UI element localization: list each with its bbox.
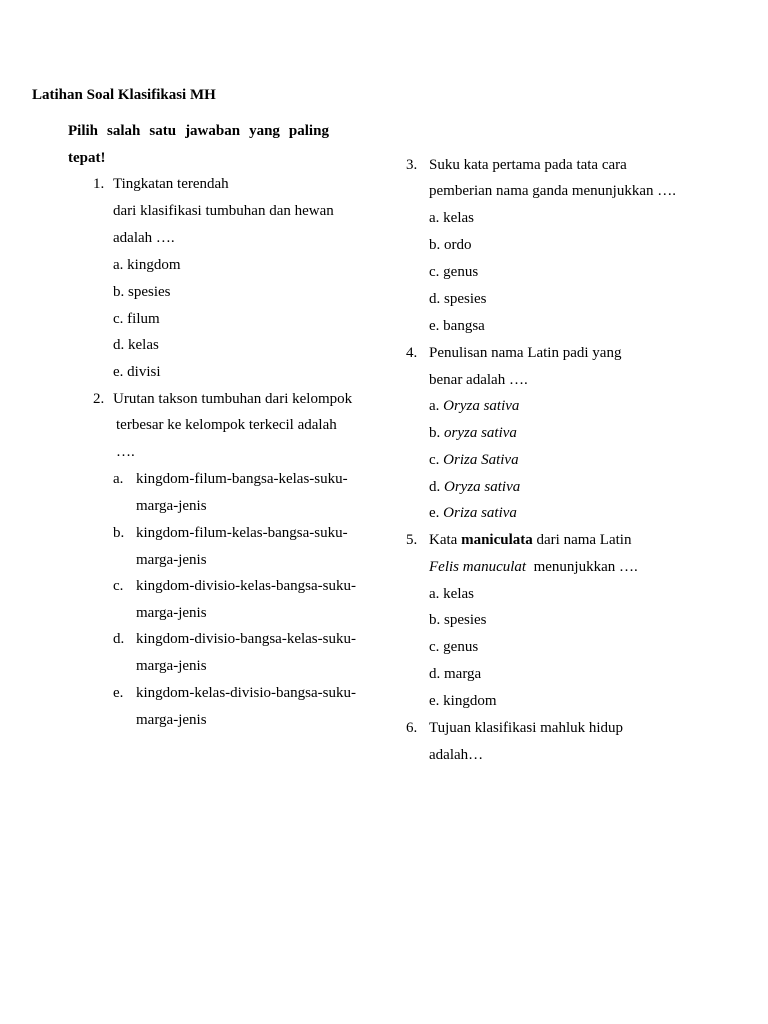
answer-option: d. spesies [429, 291, 487, 307]
instruction-word: salah [107, 123, 141, 139]
instruction-word: yang [249, 123, 280, 139]
answer-option: marga-jenis [136, 498, 207, 514]
option-letter: c. [429, 452, 440, 468]
instruction-word: Pilih [68, 123, 99, 139]
question-number: 6. [406, 720, 418, 736]
question-text: …. [116, 444, 135, 460]
answer-option: e. divisi [113, 364, 161, 380]
question-text: adalah …. [113, 230, 175, 246]
question-text: dari klasifikasi tumbuhan dan hewan [113, 203, 334, 219]
question-text-part: dari nama Latin [536, 532, 632, 548]
answer-option: c. genus [429, 639, 479, 655]
answer-option: marga-jenis [136, 605, 207, 621]
question-keyword: maniculata [461, 532, 533, 548]
answer-option: marga-jenis [136, 712, 207, 728]
answer-option: d. marga [429, 666, 482, 682]
option-letter: e. [113, 685, 124, 701]
answer-option [429, 478, 520, 496]
option-letter: c. [113, 578, 124, 594]
option-letter: a. [429, 398, 440, 414]
question-text: benar adalah …. [429, 372, 528, 388]
question-number: 4. [406, 345, 418, 361]
latin-name: Felis manuculat [429, 559, 527, 575]
option-letter: d. [429, 479, 441, 495]
answer-option: a. kelas [429, 210, 474, 226]
answer-option: e. kingdom [429, 693, 497, 709]
instruction-word: paling [288, 123, 329, 139]
instruction-line-1 [68, 122, 329, 140]
question-text: Penulisan nama Latin padi yang [429, 345, 622, 361]
question-number: 5. [406, 532, 418, 548]
answer-option: a. kingdom [113, 257, 181, 273]
answer-option: marga-jenis [136, 658, 207, 674]
latin-name: Oriza sativa [443, 505, 517, 521]
answer-option: b. ordo [429, 237, 472, 253]
answer-option: d. kelas [113, 337, 159, 353]
question-text: pemberian nama ganda menunjukkan …. [429, 183, 677, 199]
instruction-line-2: tepat! [68, 150, 106, 166]
question-text-part: Kata [429, 532, 458, 548]
latin-name: Oryza sativa [443, 398, 520, 414]
latin-name: oryza sativa [444, 425, 517, 441]
question-text: terbesar ke kelompok terkecil adalah [116, 417, 337, 433]
answer-option: b. spesies [429, 612, 487, 628]
question-text [429, 531, 631, 549]
question-text: Urutan takson tumbuhan dari kelompok [113, 391, 353, 407]
question-number: 2. [93, 391, 105, 407]
answer-option: c. genus [429, 264, 479, 280]
question-text: Tingkatan terendah [113, 176, 229, 192]
answer-option [429, 397, 519, 415]
question-number: 1. [93, 176, 105, 192]
option-letter: e. [429, 505, 440, 521]
page-title: Latihan Soal Klasifikasi MH [32, 87, 216, 103]
answer-option: kingdom-divisio-bangsa-kelas-suku- [136, 631, 356, 647]
answer-option [429, 451, 519, 469]
question-text-part: menunjukkan …. [533, 559, 638, 575]
latin-name: Oriza Sativa [443, 452, 519, 468]
instruction-word: jawaban [185, 123, 241, 139]
answer-option: e. bangsa [429, 318, 485, 334]
answer-option: c. filum [113, 311, 160, 327]
question-text: Suku kata pertama pada tata cara [429, 157, 627, 173]
option-letter: d. [113, 631, 125, 647]
answer-option: a. kelas [429, 586, 474, 602]
answer-option [429, 424, 517, 442]
option-letter: a. [113, 471, 124, 487]
instruction-word: satu [149, 123, 177, 139]
question-text: Tujuan klasifikasi mahluk hidup [429, 720, 624, 736]
question-text [429, 558, 638, 576]
answer-option [429, 504, 517, 522]
option-letter: b. [429, 425, 441, 441]
answer-option: kingdom-filum-kelas-bangsa-suku- [136, 525, 348, 541]
answer-option: marga-jenis [136, 552, 207, 568]
answer-option: b. spesies [113, 284, 171, 300]
latin-name: Oryza sativa [444, 479, 521, 495]
answer-option: kingdom-filum-bangsa-kelas-suku- [136, 471, 348, 487]
question-text: adalah… [429, 747, 484, 763]
answer-option: kingdom-kelas-divisio-bangsa-suku- [136, 685, 356, 701]
answer-option: kingdom-divisio-kelas-bangsa-suku- [136, 578, 356, 594]
option-letter: b. [113, 525, 125, 541]
question-number: 3. [406, 157, 418, 173]
